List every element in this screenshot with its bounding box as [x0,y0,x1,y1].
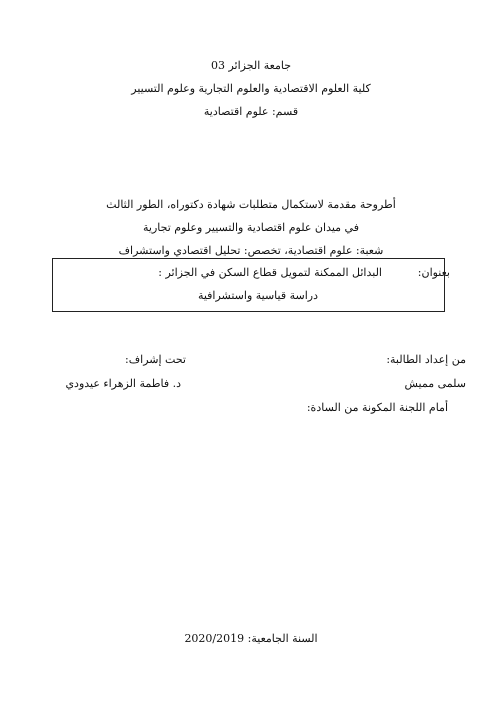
faculty-name: كلية العلوم الاقتصادية والعلوم التجارية وعلوم التسيير [131,82,371,95]
academic-year-label: السنة الجامعية: [247,632,318,645]
committee-label: أمام اللجنة المكونة من السادة: [306,401,448,414]
thesis-title-line-1: البدائل الممكنة لتمويل قطاع السكن في الجزائر : [158,266,382,279]
thesis-description: أطروحة مقدمة لاستكمال متطلبات شهادة دكتوراه، الطور الثالث [106,198,396,211]
academic-year-value: 2020/2019 [184,632,245,645]
thesis-field: في ميدان علوم اقتصادية والتسيير وعلوم تجارية [143,221,359,234]
thesis-title-line-2: دراسة قياسية واستشرافية [197,289,318,302]
university-name: جامعة الجزائر 03 [210,59,291,72]
department-name: قسم: علوم اقتصادية [203,105,299,118]
thesis-title-box [52,258,445,312]
supervisor-name: د. فاطمة الزهراء عيدودي [65,377,181,390]
student-name: سلمى مميش [404,377,466,390]
student-label: من إعداد الطالبة: [386,353,466,366]
academic-year [0,632,502,646]
thesis-branch: شعبة: علوم اقتصادية، تخصص: تحليل اقتصادي واستشراف [118,244,384,257]
title-label: بعنوان: [417,266,450,279]
supervisor-label: تحت إشراف: [125,353,186,366]
